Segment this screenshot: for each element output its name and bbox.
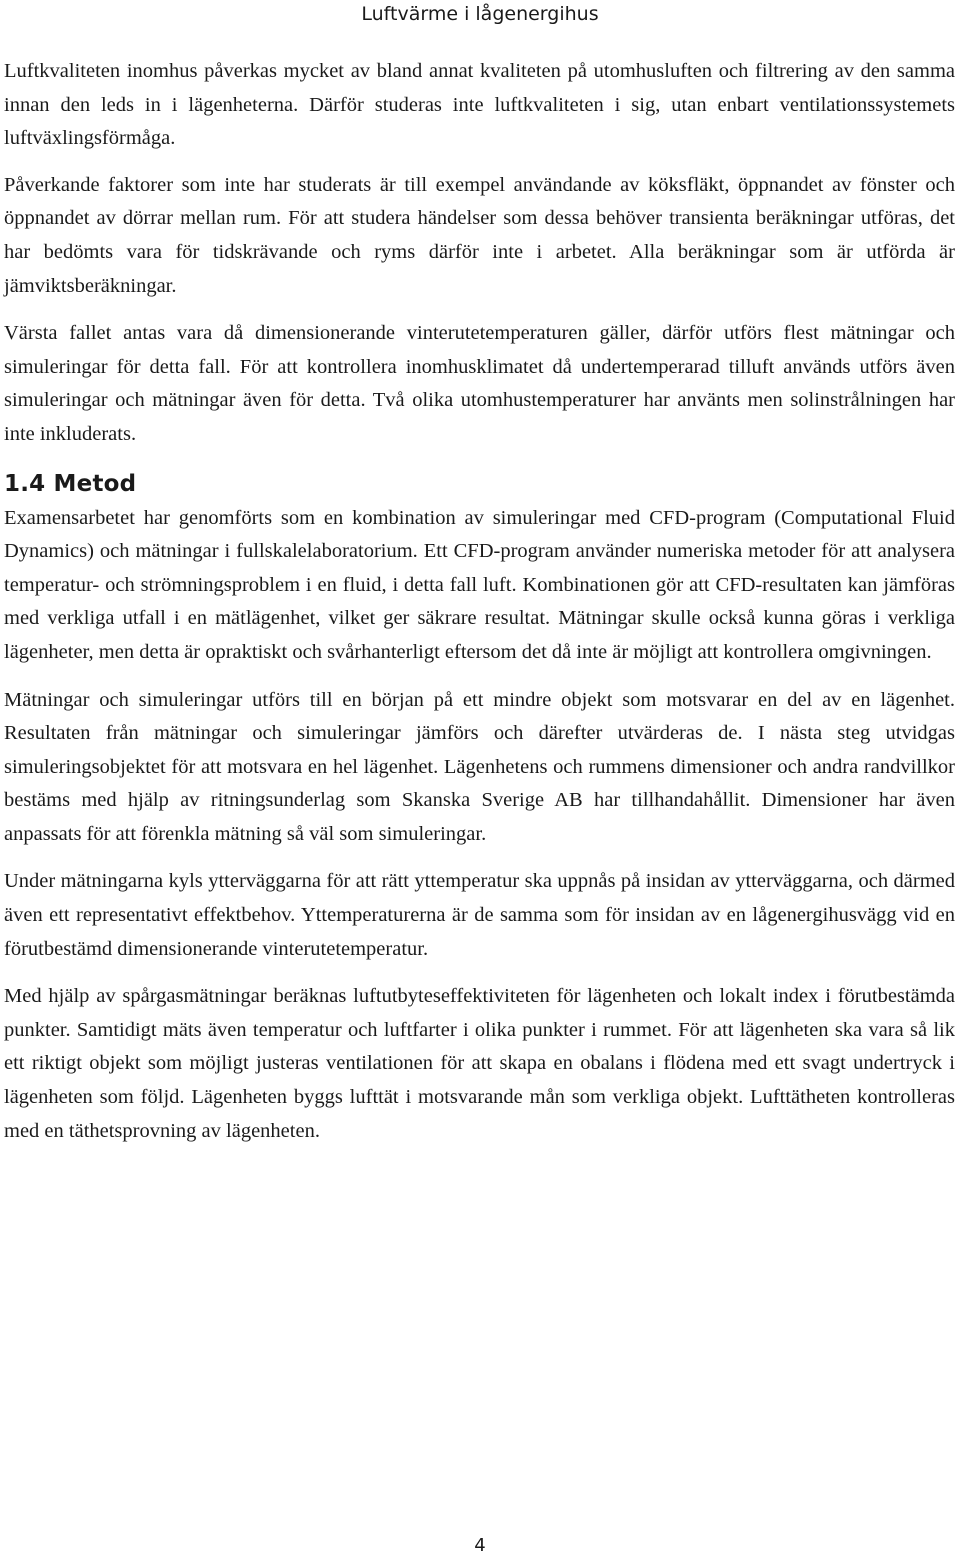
paragraph-air-quality: Luftkvaliteten inomhus påverkas mycket av bland annat kvaliteten på utomhusluften och filtrering av den samma innan den leds in i lägenheterna. Därför studeras inte luftkvaliteten i sig, utan enbart ventilationssystemets luftväxlingsförmåga. [4, 60, 955, 150]
paragraph-wall-cooling: Under mätningarna kyls ytterväggarna för att rätt yttemperatur ska uppnås på insidan av ytterväggarna, och därmed även ett representativt effektbehov. Yttemperaturerna är de samma som för insidan av en lågenergihusvägg vid en förutbestämd dimensionerande vinterutetemperatur. [4, 870, 955, 960]
paragraph-influencing-factors: Påverkande faktorer som inte har studerats är till exempel användande av köksfläkt, öppnandet av fönster och öppnandet av dörrar mellan rum. För att studera händelser som dessa behöver transienta beräkningar utföras, det har bedömts vara för tidskrävande och ryms därför inte i arbetet. Alla beräkningar som är utförda är jämviktsberäkningar. [4, 173, 955, 297]
document-body [4, 55, 955, 1162]
paragraph-measurement-steps: Mätningar och simuleringar utförs till en början på ett mindre objekt som motsvarar en del av en lägenhet. Resultaten från mätningar och simuleringar jämförs och därefter utvärderas de. I nästa steg utvidgas simuleringsobjektet för att motsvara en hel lägenhet. Lägenhetens och rummens dimensioner och andra randvillkor bestäms med hjälp av ritningsunderlag som Skanska Sverige AB har tillhandahållit. Dimensioner har även anpassats för att förenkla mätning så väl som simuleringar. [4, 688, 955, 845]
paragraph-tracer-gas: Med hjälp av spårgasmätningar beräknas luftutbyteseffektiviteten för lägenheten och lokalt index i förutbestämda punkter. Samtidigt mäts även temperatur och luftfarter i olika punkter i rummet. För att lägenheten ska vara så lik ett riktigt objekt som möjligt justeras ventilationen för att skapa en obalans i flödena med ett svagt undertryck i lägenheten som följd. Lägenheten byggs lufttät i motsvarande mån som verkliga objekt. Lufttätheten kontrolleras med en täthetsprovning av lägenheten. [4, 985, 955, 1142]
section-heading-metod: 1.4 Metod [4, 470, 137, 497]
page-number: 4 [474, 1535, 486, 1556]
paragraph-method-overview: Examensarbetet har genomförts som en kombination av simuleringar med CFD-program (Computational Fluid Dynamics) och mätningar i fullskalelaboratorium. Ett CFD-program använder numeriska metoder för att analysera temperatur- och strömningsproblem i en fluid, i detta fall luft. Kombinationen gör att CFD-resultaten kan jämföras med verkliga utfall i en mätlägenhet, vilket ger säkrare resultat. Mätningar skulle också kunna göras i verkliga lägenheter, men detta är opraktiskt och svårhanterligt eftersom det då inte är möjligt att kontrollera omgivningen. [4, 506, 955, 663]
running-header: Luftvärme i lågenergihus [361, 3, 599, 25]
paragraph-worst-case: Värsta fallet antas vara då dimensionerande vinterutetemperaturen gäller, därför utförs flest mätningar och simuleringar för detta fall. För att kontrollera inomhusklimatet då undertemperarad tilluft används utförs även simuleringar och mätningar även för detta. Två olika utomhustemperaturer har använts men solinstrålningen har inte inkluderats. [4, 322, 955, 445]
